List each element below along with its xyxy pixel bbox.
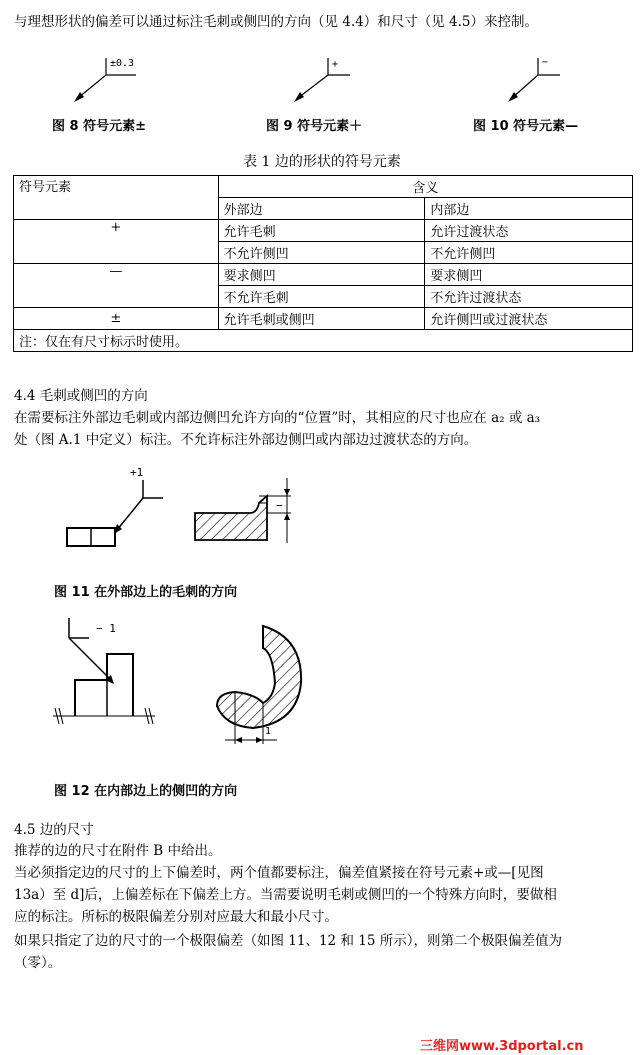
section-4-5-p2-line1: 当必须指定边的尺寸的上下偏差时，两个值都要标注，偏差值紧接在符号元素+或—[见图 xyxy=(14,865,544,881)
fig12-caption: 图 12 在内部边上的侧凹的方向 xyxy=(54,784,238,799)
fig10-caption: 图 10 符号元素— xyxy=(473,119,579,134)
outer-cell: 不允许毛刺 xyxy=(218,286,425,308)
section-4-5-p3-line2: （零）。 xyxy=(14,955,62,971)
table-note: 注：仅在有尺寸标示时使用。 xyxy=(14,330,633,352)
inner-cell: 不允许过渡状态 xyxy=(425,286,633,308)
fig8-caption: 图 8 符号元素± xyxy=(52,119,146,134)
header-symbol: 符号元素 xyxy=(14,176,219,220)
fig10-symbol-drawing xyxy=(508,58,560,102)
fig12-label-one: 1 xyxy=(265,726,272,737)
inner-cell: 允许过渡状态 xyxy=(425,220,633,242)
table-title: 表 1 边的形状的符号元素 xyxy=(243,154,401,170)
symbol-cell: — xyxy=(14,264,219,308)
outer-cell: 允许毛刺 xyxy=(218,220,425,242)
inner-cell: 不允许侧凹 xyxy=(425,242,633,264)
intro-paragraph: 与理想形状的偏差可以通过标注毛刺或侧凹的方向（见 4.4）和尺寸（见 4.5）来控制。 xyxy=(14,14,539,30)
fig11-caption: 图 11 在外部边上的毛刺的方向 xyxy=(54,585,238,600)
fig9-symbol-drawing xyxy=(294,58,350,102)
section-4-4-line2: 处（图 A.1 中定义）标注。不允许标注外部边侧凹或内部边过渡状态的方向。 xyxy=(14,432,478,448)
table-row xyxy=(14,308,633,330)
fig10-symbol-label: − xyxy=(542,57,549,68)
table-row xyxy=(14,220,633,242)
header-meaning: 含义 xyxy=(218,176,632,198)
section-4-5-p1: 推荐的边的尺寸在附件 B 中给出。 xyxy=(14,843,222,859)
inner-cell: 允许侧凹或过渡状态 xyxy=(425,308,633,330)
section-4-4-heading: 4.4 毛刺或侧凹的方向 xyxy=(14,388,148,404)
section-4-5-p3-line1: 如果只指定了边的尺寸的一个极限偏差（如图 11、12 和 15 所示），则第二个极限偏差值为 xyxy=(14,933,562,949)
symbol-cell: ± xyxy=(14,308,219,330)
section-4-5-heading: 4.5 边的尺寸 xyxy=(14,822,94,838)
header-inner: 内部边 xyxy=(425,198,633,220)
fig11-drawing xyxy=(55,458,315,568)
symbol-table xyxy=(13,175,633,352)
section-4-5-p2-line2: 13a）至 d]后，上偏差标在下偏差上方。当需要说明毛刺或侧凹的一个特殊方向时，要做相 xyxy=(14,887,557,903)
section-4-5-p2-line3: 应的标注。所标的极限偏差分别对应最大和最小尺寸。 xyxy=(14,909,338,925)
fig12-label-minus1: − 1 xyxy=(96,622,116,635)
watermark xyxy=(420,1035,584,1054)
fig11-label-minus: − xyxy=(276,499,283,512)
fig11-label-plus1: +1 xyxy=(130,466,144,479)
fig12-drawing xyxy=(45,608,315,750)
fig8-symbol-label: ±0.3 xyxy=(110,58,135,69)
symbol-cell: + xyxy=(14,220,219,264)
outer-cell: 允许毛刺或侧凹 xyxy=(218,308,425,330)
watermark-brand: 三维网 xyxy=(420,1039,460,1054)
section-4-4-line1: 在需要标注外部边毛刺或内部边侧凹允许方向的“位置”时，其相应的尺寸也应在 a₂ 或 a₃ xyxy=(14,410,541,426)
table-row xyxy=(14,264,633,286)
inner-cell: 要求侧凹 xyxy=(425,264,633,286)
symbol-figures xyxy=(60,50,620,110)
fig9-symbol-label: + xyxy=(332,59,339,70)
watermark-url: www.3dportal.cn xyxy=(459,1039,584,1054)
fig9-caption: 图 9 符号元素＋ xyxy=(266,119,363,134)
header-outer: 外部边 xyxy=(218,198,425,220)
outer-cell: 要求侧凹 xyxy=(218,264,425,286)
outer-cell: 不允许侧凹 xyxy=(218,242,425,264)
